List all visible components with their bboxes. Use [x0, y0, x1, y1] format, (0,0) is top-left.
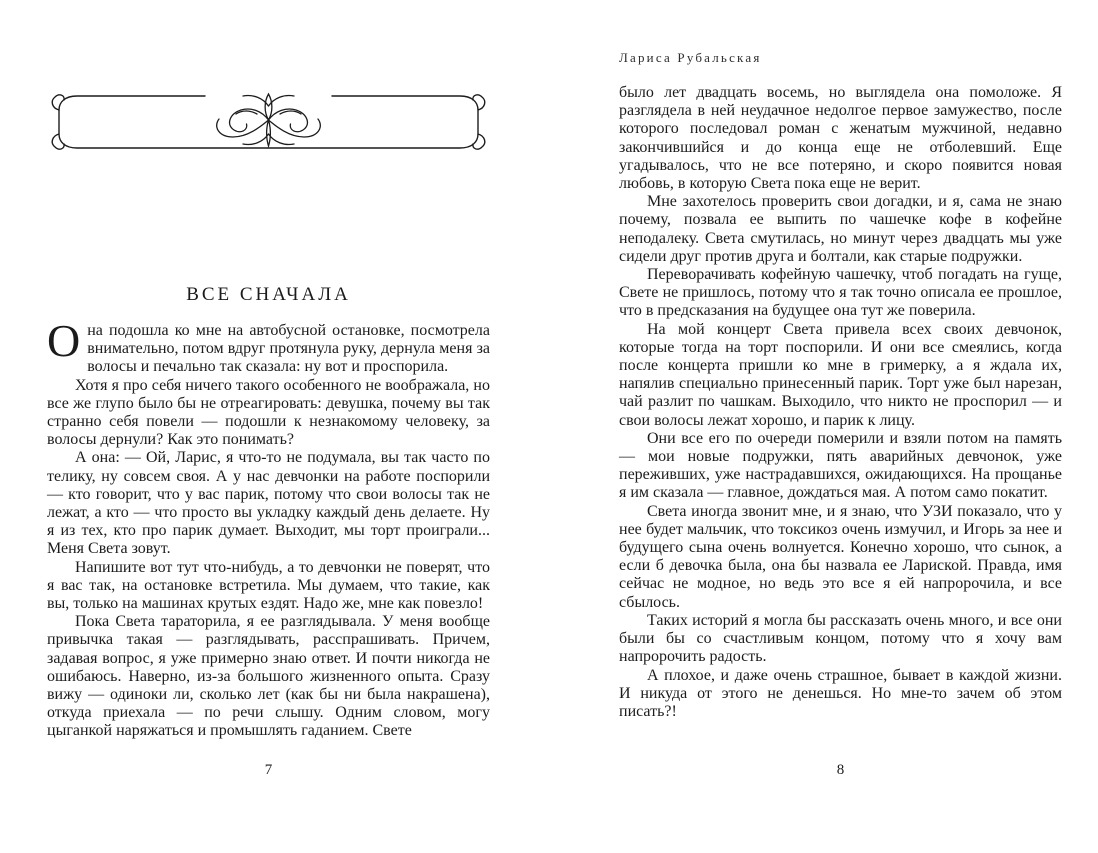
- paragraph: А плохое, и даже очень страшное, бывает в каждой жизни. И никуда от этого не денешься. Но мне-то зачем об этом писать?!: [619, 666, 1062, 720]
- paragraph: Напишите вот тут что-нибудь, а то девчонки не поверят, что я вас так, на остановке встретила. Мы думаем, что такие, как вы, только на машинах крутых ездят. Надо же, мне как повезло!: [47, 558, 490, 613]
- page-number-left: 7: [264, 762, 273, 778]
- left-page-text: [47, 315, 490, 741]
- paragraph-text: на подошла ко мне на автобусной остановке, посмотрела внимательно, потом вдруг протянула руку, дернула меня за волосы и печально так сказала: ну вот и проспорила.: [87, 322, 490, 376]
- drop-cap: О: [47, 315, 81, 366]
- paragraph: Переворачивать кофейную чашечку, чтоб погадать на гуще, Свете не пришлось, потому что я так точно описала ее прошлое, что в предсказания на будущее она тут же поверила.: [619, 266, 1062, 320]
- page-right: [619, 0, 1062, 853]
- chapter-title: ВСЕ СНАЧАЛА: [186, 284, 351, 305]
- running-header: Лариса Рубальская: [619, 50, 762, 65]
- paragraph: Таких историй я могла бы рассказать очень много, и все они были бы со счастливым концом, потому что я хочу вам напророчить радость.: [619, 611, 1062, 666]
- page-left: [47, 0, 490, 853]
- paragraph: Они все его по очереди померили и взяли потом на память — мои новые подружки, пять аварийных девчонок, уже переживших, уже настрадавшихся, ожидающихся. На прощанье я им сказала — главное, дождаться мая. А потом само покатит.: [619, 429, 1062, 502]
- paragraph: Света иногда звонит мне, и я знаю, что УЗИ показало, что у нее будет мальчик, что токсикоз очень измучил, и Игорь за нее и будущего сына очень волнуется. Конечно хорошо, что сынок, а если б девочка была, она бы назвала ее Лариской. Правда, имя сейчас не модное, но ведь это все я ей напророчила, и все сбылось.: [619, 502, 1062, 611]
- header-ornament: [47, 86, 490, 158]
- page-number-right: 8: [836, 762, 845, 778]
- paragraph: [47, 315, 490, 377]
- paragraph: Пока Света тараторила, я ее разглядывала. У меня вообще привычка такая — разглядывать, расспрашивать. Причем, задавая вопрос, я уже примерно знаю ответ. И почти никогда не ошибаюсь. Наверно, из-за большого жизненного опыта. Сразу вижу — одиноки ли, сколько лет (как бы ни была накрашена), откуда приехала — по речи слышу. Одним словом, могу цыганкой наряжаться и промышлять гаданием. Свете: [47, 613, 490, 740]
- paragraph: было лет двадцать восемь, но выглядела она помоложе. Я разглядела в ней неудачное недолгое первое замужество, после которого последовал роман с женатым мужчиной, недавно закончившийся и до конца еще не отболевший. Еще угадывалось, что не все потеряно, и скоро появится новая любовь, в которую Света пока еще не верит.: [619, 84, 1062, 193]
- right-page-text: [619, 84, 1062, 721]
- paragraph: На мой концерт Света привела всех своих девчонок, которые тогда на торт поспорили. И они все смеялись, когда после концерта пришли ко мне в гримерку, а я ждала их, напялив специально принесенный парик. Торт уже был нарезан, чай разлит по чашкам. Выходило, что никто не проспорил — и свои волосы лежат хорошо, и парик к лицу.: [619, 320, 1062, 429]
- flourish-icon: [47, 86, 490, 158]
- paragraph: Хотя я про себя ничего такого особенного не воображала, но все же глупо было бы не отреагировать: девушка, почему вы так странно себя повели — подошли к незнакомому человеку, за волосы дернули? Как это понимать?: [47, 376, 490, 449]
- paragraph: Мне захотелось проверить свои догадки, и я, сама не знаю почему, позвала ее выпить по чашечке кофе в кофейне неподалеку. Света смутилась, но минут через двадцать мы уже сидели друг против друга и болтали, как старые подружки.: [619, 193, 1062, 265]
- paragraph: А она: — Ой, Ларис, я что-то не подумала, вы так часто по телику, ну совсем своя. А у нас девчонки на работе поспорили — кто говорит, что у вас парик, потому что свои волосы так не лежат, а кто — что просто вы укладку каждый день делаете. Ну я из тех, кто про парик думает. Выходит, мы торт проиграли... Меня Света зовут.: [47, 449, 490, 558]
